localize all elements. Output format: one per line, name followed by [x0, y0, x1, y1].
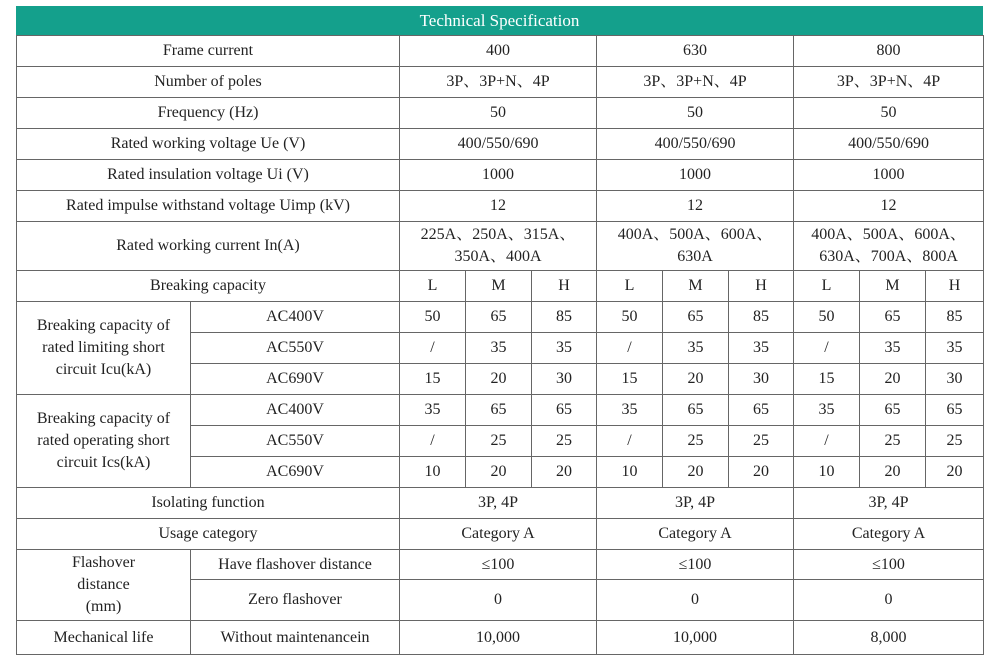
level-cell: H — [729, 271, 794, 302]
value-cell: 35 — [532, 333, 597, 364]
row-insulation-voltage — [17, 160, 984, 191]
spec-table — [16, 35, 984, 655]
row-flashover-have — [17, 550, 984, 580]
sub-label: Have flashover distance — [191, 550, 400, 580]
row-label: Breaking capacity — [17, 271, 400, 302]
value-cell: 400/550/690 — [794, 129, 984, 160]
value-cell: / — [400, 426, 466, 457]
value-cell: 65 — [663, 395, 729, 426]
row-breaking-capacity — [17, 271, 984, 302]
value-cell: 65 — [532, 395, 597, 426]
label-line: Breaking capacity of — [36, 317, 171, 334]
row-rated-current — [17, 222, 984, 271]
value-cell: 25 — [860, 426, 926, 457]
value-cell: 12 — [597, 191, 794, 222]
value-cell: 12 — [794, 191, 984, 222]
value-cell: 50 — [597, 98, 794, 129]
value-cell: 0 — [794, 580, 984, 621]
value-cell — [597, 222, 794, 271]
row-frame-current — [17, 36, 984, 67]
value-cell: 8,000 — [794, 621, 984, 655]
label-line: circuit Ics(kA) — [56, 454, 151, 471]
level-cell: M — [860, 271, 926, 302]
value-cell: / — [597, 333, 663, 364]
row-working-voltage — [17, 129, 984, 160]
value-cell: 1000 — [597, 160, 794, 191]
label-line: rated operating short — [37, 432, 170, 449]
level-cell: M — [466, 271, 532, 302]
value-cell: 35 — [860, 333, 926, 364]
value-cell: 800 — [794, 36, 984, 67]
label-line: Breaking capacity of — [36, 410, 171, 427]
level-cell: H — [926, 271, 984, 302]
value-cell: 30 — [926, 364, 984, 395]
value-cell: 630 — [597, 36, 794, 67]
value-cell: 85 — [532, 302, 597, 333]
value-cell: 20 — [466, 457, 532, 488]
voltage-label: AC690V — [191, 457, 400, 488]
value-cell: 65 — [860, 395, 926, 426]
value-cell: ≤100 — [597, 550, 794, 580]
sub-label: Without maintenancein — [191, 621, 400, 655]
value-line: 630A — [677, 248, 713, 265]
value-cell: / — [597, 426, 663, 457]
value-cell: 50 — [794, 98, 984, 129]
row-icu-ac400 — [17, 302, 984, 333]
value-cell: 25 — [926, 426, 984, 457]
label-line: rated limiting short — [42, 339, 165, 356]
value-cell: 20 — [729, 457, 794, 488]
value-cell: 10 — [597, 457, 663, 488]
value-cell: 20 — [860, 457, 926, 488]
value-cell: 0 — [597, 580, 794, 621]
value-cell: 400/550/690 — [597, 129, 794, 160]
icu-label — [17, 302, 191, 395]
value-cell: 20 — [663, 457, 729, 488]
value-line: 400A、500A、600A、 — [617, 226, 773, 243]
value-cell: 50 — [597, 302, 663, 333]
row-label: Frequency (Hz) — [17, 98, 400, 129]
voltage-label: AC550V — [191, 426, 400, 457]
label-line: distance — [77, 576, 130, 593]
value-cell: 1000 — [794, 160, 984, 191]
value-cell: 35 — [926, 333, 984, 364]
value-line: 225A、250A、315A、 — [420, 226, 576, 243]
value-cell: Category A — [400, 519, 597, 550]
row-label: Rated insulation voltage Ui (V) — [17, 160, 400, 191]
value-cell: 65 — [729, 395, 794, 426]
value-cell: 20 — [466, 364, 532, 395]
voltage-label: AC550V — [191, 333, 400, 364]
label-line: circuit Icu(kA) — [55, 361, 152, 378]
value-cell: 10,000 — [400, 621, 597, 655]
value-cell: 25 — [729, 426, 794, 457]
value-cell: 65 — [663, 302, 729, 333]
value-cell: 10,000 — [597, 621, 794, 655]
value-cell: 10 — [794, 457, 860, 488]
value-cell: 85 — [926, 302, 984, 333]
value-cell: 50 — [400, 302, 466, 333]
value-cell: 65 — [466, 395, 532, 426]
table-title: Technical Specification — [16, 6, 983, 35]
value-cell: 20 — [860, 364, 926, 395]
value-cell: / — [794, 333, 860, 364]
value-cell: 400/550/690 — [400, 129, 597, 160]
row-label: Mechanical life — [17, 621, 191, 655]
value-cell: / — [794, 426, 860, 457]
level-cell: L — [794, 271, 860, 302]
voltage-label: AC400V — [191, 302, 400, 333]
value-cell: 20 — [532, 457, 597, 488]
voltage-label: AC690V — [191, 364, 400, 395]
row-label: Isolating function — [17, 488, 400, 519]
row-label: Frame current — [17, 36, 400, 67]
label-line: (mm) — [85, 598, 122, 615]
row-mechanical-life — [17, 621, 984, 655]
level-cell: M — [663, 271, 729, 302]
level-cell: H — [532, 271, 597, 302]
row-ics-ac400 — [17, 395, 984, 426]
value-cell: / — [400, 333, 466, 364]
value-cell: 30 — [532, 364, 597, 395]
row-label: Rated working current In(A) — [17, 222, 400, 271]
row-label: Rated working voltage Ue (V) — [17, 129, 400, 160]
value-cell: 85 — [729, 302, 794, 333]
row-usage-category — [17, 519, 984, 550]
value-cell: 35 — [663, 333, 729, 364]
spec-sheet — [16, 6, 983, 655]
value-cell: 3P、3P+N、4P — [794, 67, 984, 98]
row-number-of-poles — [17, 67, 984, 98]
value-cell: 20 — [663, 364, 729, 395]
row-isolating-function — [17, 488, 984, 519]
label-line: Flashover — [71, 554, 136, 571]
value-cell: 0 — [400, 580, 597, 621]
value-cell: Category A — [597, 519, 794, 550]
value-cell — [794, 222, 984, 271]
value-cell: ≤100 — [794, 550, 984, 580]
level-cell: L — [400, 271, 466, 302]
value-cell: 15 — [794, 364, 860, 395]
value-cell: 3P、3P+N、4P — [400, 67, 597, 98]
value-line: 630A、700A、800A — [819, 248, 958, 265]
value-cell: 35 — [400, 395, 466, 426]
value-cell — [400, 222, 597, 271]
value-cell: 65 — [860, 302, 926, 333]
row-impulse-voltage — [17, 191, 984, 222]
value-cell: 3P, 4P — [794, 488, 984, 519]
value-cell: 25 — [663, 426, 729, 457]
value-line: 400A、500A、600A、 — [811, 226, 966, 243]
row-label: Usage category — [17, 519, 400, 550]
value-cell: 65 — [926, 395, 984, 426]
value-cell: 35 — [466, 333, 532, 364]
level-cell: L — [597, 271, 663, 302]
value-cell: 3P、3P+N、4P — [597, 67, 794, 98]
value-cell: 50 — [794, 302, 860, 333]
value-cell: 3P, 4P — [597, 488, 794, 519]
value-cell: 35 — [729, 333, 794, 364]
value-cell: 12 — [400, 191, 597, 222]
value-cell: 50 — [400, 98, 597, 129]
value-cell: 20 — [926, 457, 984, 488]
value-cell: 65 — [466, 302, 532, 333]
value-cell: ≤100 — [400, 550, 597, 580]
value-cell: 3P, 4P — [400, 488, 597, 519]
row-frequency — [17, 98, 984, 129]
sub-label: Zero flashover — [191, 580, 400, 621]
value-cell: 400 — [400, 36, 597, 67]
value-cell: 1000 — [400, 160, 597, 191]
value-cell: 35 — [794, 395, 860, 426]
value-cell: 15 — [597, 364, 663, 395]
row-label: Rated impulse withstand voltage Uimp (kV) — [17, 191, 400, 222]
value-cell: 30 — [729, 364, 794, 395]
ics-label — [17, 395, 191, 488]
value-cell: 35 — [597, 395, 663, 426]
flashover-label — [17, 550, 191, 621]
value-cell: 10 — [400, 457, 466, 488]
value-cell: 25 — [532, 426, 597, 457]
row-label: Number of poles — [17, 67, 400, 98]
voltage-label: AC400V — [191, 395, 400, 426]
value-cell: 15 — [400, 364, 466, 395]
value-cell: 25 — [466, 426, 532, 457]
value-line: 350A、400A — [454, 248, 542, 265]
value-cell: Category A — [794, 519, 984, 550]
